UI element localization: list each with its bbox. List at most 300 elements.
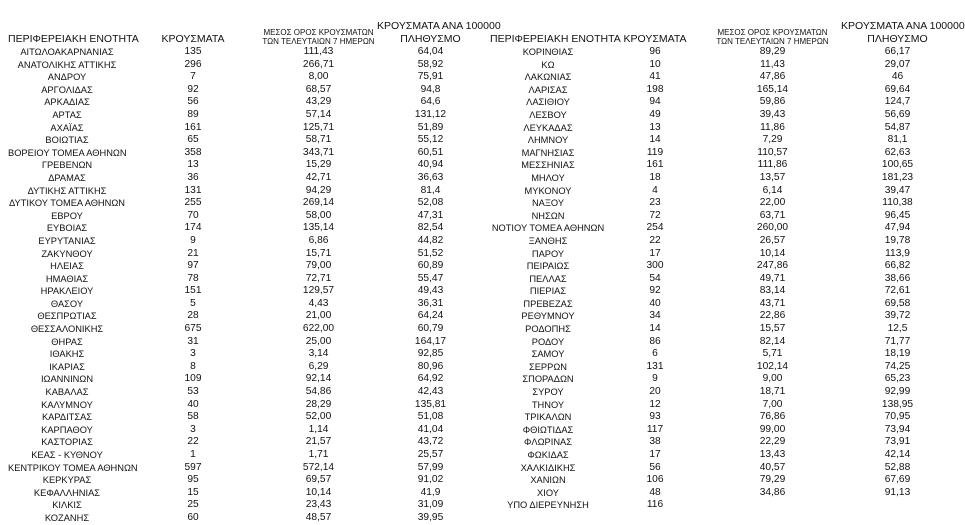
table-row (8, 172, 486, 185)
region-cell: ΚΑΛΥΜΝΟΥ (41, 399, 93, 410)
avg-cell: 79,29 (759, 474, 786, 486)
per100k-cell: 71,77 (884, 335, 911, 347)
region-cell: ΚΑΡΔΙΤΣΑΣ (41, 412, 93, 423)
per100k-cell: 91,02 (417, 474, 444, 486)
table-row (8, 273, 486, 286)
per100k-cell: 38,66 (884, 272, 911, 284)
per100k-cell: 70,95 (884, 411, 911, 423)
table-row (8, 59, 486, 72)
per100k-cell: 40,94 (417, 159, 444, 171)
per100k-cell: 64,04 (417, 46, 444, 57)
cases-cell: 93 (649, 411, 661, 423)
header-region: ΠΕΡΙΦΕΡΕΙΑΚΗ ΕΝΟΤΗΤΑ (8, 33, 139, 45)
avg-cell: 48,57 (305, 511, 332, 523)
cases-cell: 38 (649, 436, 661, 448)
cases-cell: 254 (646, 222, 664, 234)
region-cell: ΝΗΣΩΝ (531, 210, 565, 221)
cases-cell: 12 (649, 398, 661, 410)
region-cell: ΒΟΡΕΙΟΥ ΤΟΜΕΑ ΑΘΗΝΩΝ (8, 147, 127, 158)
region-cell: ΕΥΡΥΤΑΝΙΑΣ (38, 235, 96, 246)
per100k-cell: 25,57 (417, 449, 444, 460)
avg-cell: 28,29 (305, 398, 332, 410)
region-cell: ΝΑΞΟΥ (531, 198, 565, 209)
table-row (490, 310, 956, 323)
region-cell: ΚΕΦΑΛΛΗΝΙΑΣ (33, 487, 101, 498)
cases-cell: 151 (184, 285, 202, 297)
avg-cell: 11,43 (760, 58, 785, 70)
avg-cell: 572,14 (302, 461, 335, 473)
region-cell: ΣΑΜΟΥ (531, 349, 565, 360)
region-cell: ΓΡΕΒΕΝΩΝ (41, 160, 93, 171)
region-cell: ΙΚΑΡΙΑΣ (49, 361, 85, 372)
table-row (490, 260, 956, 273)
table-row (490, 462, 956, 475)
avg-cell: 1,71 (308, 449, 329, 460)
cases-cell: 116 (646, 499, 664, 511)
per100k-cell: 60,79 (417, 323, 444, 335)
cases-cell: 65 (187, 134, 199, 146)
table-row (8, 512, 486, 525)
avg-cell: 42,71 (305, 171, 332, 183)
region-cell: ΘΕΣΠΡΩΤΙΑΣ (37, 311, 97, 322)
table-left (8, 16, 501, 525)
avg-cell: 72,71 (305, 272, 332, 284)
region-cell: ΡΟΔΟΠΗΣ (525, 324, 571, 335)
per100k-cell: 138,95 (881, 398, 914, 410)
table-row (490, 386, 956, 399)
table-row (8, 109, 486, 122)
region-cell: ΚΑΒΑΛΑΣ (45, 387, 89, 398)
per100k-cell: 96,45 (884, 209, 911, 221)
avg-cell: 47,86 (759, 71, 786, 83)
header-avg-line1: ΜΕΣΟΣ ΟΡΟΣ ΚΡΟΥΣΜΑΤΩΝ (263, 28, 374, 37)
per100k-cell: 64,92 (417, 373, 444, 385)
region-cell: ΘΑΣΟΥ (50, 298, 84, 309)
region-cell: ΕΥΒΟΙΑΣ (46, 223, 88, 234)
table-row (8, 147, 486, 160)
per100k-cell: 51,08 (417, 411, 444, 423)
cases-cell: 109 (184, 373, 202, 385)
region-cell: ΑΡΓΟΛΙΔΑΣ (41, 84, 93, 95)
avg-cell: 129,57 (302, 285, 335, 297)
region-cell: ΑΙΤΩΛΟΑΚΑΡΝΑΝΙΑΣ (20, 47, 114, 57)
table-header (8, 16, 501, 46)
per100k-cell: 64,24 (417, 310, 444, 322)
per100k-cell: 131,12 (414, 108, 447, 120)
cases-cell: 72 (649, 209, 661, 221)
table-row (8, 487, 486, 500)
avg-cell: 11,86 (760, 121, 785, 133)
table-row (8, 361, 486, 374)
cases-cell: 20 (649, 386, 661, 398)
region-cell: ΚΕΡΚΥΡΑΣ (42, 475, 92, 486)
per100k-cell: 135,81 (414, 398, 447, 410)
avg-cell: 99,00 (759, 423, 786, 435)
cases-cell: 31 (187, 335, 199, 347)
header-per100k-line2: ΠΛΗΘΥΣΜΟ (867, 33, 928, 45)
per100k-cell: 57,99 (417, 461, 444, 473)
avg-cell: 1,14 (308, 423, 329, 435)
per100k-cell: 164,17 (414, 335, 447, 347)
header-avg (260, 28, 377, 46)
region-cell: ΙΩΑΝΝΙΝΩΝ (40, 374, 94, 385)
cases-cell: 17 (649, 449, 661, 460)
avg-cell: 22,86 (759, 310, 786, 322)
cases-cell: 96 (649, 46, 661, 57)
region-cell: ΠΕΛΛΑΣ (529, 273, 567, 284)
cases-cell: 54 (649, 272, 661, 284)
avg-cell: 23,43 (305, 499, 332, 511)
region-cell: ΑΡΚΑΔΙΑΣ (44, 97, 90, 108)
per100k-cell: 36,31 (417, 297, 444, 309)
per100k-cell: 92,99 (884, 386, 911, 398)
avg-cell: 7,29 (762, 134, 783, 146)
per100k-cell: 52,88 (884, 461, 911, 473)
per100k-cell: 31,09 (417, 499, 444, 511)
cases-cell: 92 (187, 83, 199, 95)
table-row (8, 348, 486, 361)
per100k-cell: 41,04 (417, 423, 444, 435)
region-cell: ΥΠΟ ΔΙΕΡΕΥΝΗΣΗ (507, 500, 589, 511)
table-row (8, 235, 486, 248)
cases-cell: 86 (649, 335, 661, 347)
cases-cell: 58 (187, 411, 199, 423)
region-cell: ΚΟΖΑΝΗΣ (44, 512, 90, 523)
region-cell: ΜΗΛΟΥ (531, 172, 565, 183)
region-cell: ΚΩ (541, 59, 555, 70)
table-row (490, 474, 956, 487)
table-row (490, 210, 956, 223)
avg-cell: 39,43 (759, 108, 786, 120)
per100k-cell: 12,5 (887, 323, 908, 335)
header-avg-line2: ΤΩΝ ΤΕΛΕΥΤΑΙΩΝ 7 ΗΜΕΡΩΝ (262, 37, 375, 46)
region-cell: ΦΩΚΙΔΑΣ (527, 450, 569, 460)
region-cell: ΣΥΡΟΥ (532, 387, 564, 398)
avg-cell: 43,71 (759, 297, 786, 309)
cases-cell: 117 (646, 423, 664, 435)
avg-cell: 49,71 (759, 272, 786, 284)
table-row (490, 159, 956, 172)
cases-cell: 48 (649, 486, 661, 498)
avg-cell: 15,57 (759, 323, 786, 335)
avg-cell: 58,71 (305, 134, 332, 146)
cases-cell: 8 (190, 360, 196, 372)
avg-cell: 165,14 (756, 83, 789, 95)
cases-cell: 40 (187, 398, 199, 410)
region-cell: ΚΙΛΚΙΣ (52, 500, 82, 511)
table-row (8, 134, 486, 147)
per100k-cell: 94,8 (420, 83, 441, 95)
header-region: ΠΕΡΙΦΕΡΕΙΑΚΗ ΕΝΟΤΗΤΑ (490, 33, 621, 45)
table-row (8, 386, 486, 399)
avg-cell: 58,00 (305, 209, 332, 221)
table-row (490, 487, 956, 500)
cases-cell: 13 (649, 121, 661, 133)
cases-cell: 22 (187, 436, 199, 448)
header-avg-line2: ΤΩΝ ΤΕΛΕΥΤΑΙΩΝ 7 ΗΜΕΡΩΝ (716, 37, 829, 46)
table-row (8, 159, 486, 172)
table-row (8, 462, 486, 475)
region-cell: ΘΗΡΑΣ (51, 336, 83, 347)
cases-cell: 89 (187, 108, 199, 120)
per100k-cell: 81,4 (420, 184, 441, 196)
per100k-cell: 47,94 (884, 222, 911, 234)
cases-cell: 28 (187, 310, 199, 322)
region-cell: ΚΕΑΣ - ΚΥΘΝΟΥ (31, 450, 103, 460)
cases-cell: 119 (646, 146, 664, 158)
per100k-cell: 56,69 (884, 108, 911, 120)
region-cell: ΝΟΤΙΟΥ ΤΟΜΕΑ ΑΘΗΝΩΝ (491, 223, 605, 234)
region-cell: ΜΑΓΝΗΣΙΑΣ (521, 147, 575, 158)
per100k-cell: 51,52 (417, 247, 444, 259)
per100k-cell: 92,85 (417, 348, 444, 360)
cases-cell: 5 (190, 297, 196, 309)
table-row (490, 197, 956, 210)
table-row (8, 399, 486, 412)
table-row (8, 373, 486, 386)
cases-cell: 15 (187, 486, 199, 498)
cases-cell: 95 (187, 474, 199, 486)
avg-cell: 68,57 (305, 83, 332, 95)
table-row (8, 84, 486, 97)
per100k-cell: 43,72 (417, 436, 444, 448)
table-row (490, 373, 956, 386)
per100k-cell: 55,12 (417, 134, 444, 146)
cases-cell: 18 (649, 171, 661, 183)
per100k-cell: 51,89 (417, 121, 444, 133)
cases-cell: 4 (652, 184, 658, 196)
per100k-cell: 47,31 (417, 209, 444, 221)
table-row (490, 185, 956, 198)
avg-cell: 622,00 (302, 323, 335, 335)
cases-cell: 9 (652, 373, 658, 385)
avg-cell: 111,86 (757, 159, 788, 171)
cases-cell: 3 (190, 423, 196, 435)
cases-cell: 34 (649, 310, 661, 322)
avg-cell: 3,14 (308, 348, 329, 360)
table-row (490, 399, 956, 412)
cases-cell: 135 (184, 46, 202, 57)
region-cell: ΧΑΝΙΩΝ (530, 475, 566, 486)
avg-cell: 82,14 (759, 335, 786, 347)
avg-cell: 260,00 (756, 222, 789, 234)
per100k-cell: 42,14 (884, 449, 911, 460)
per100k-cell: 58,92 (417, 58, 444, 70)
header-per100k (841, 20, 965, 46)
per100k-cell: 69,64 (884, 83, 911, 95)
avg-cell: 52,00 (305, 411, 332, 423)
region-cell: ΔΡΑΜΑΣ (48, 172, 86, 183)
avg-cell: 59,86 (759, 96, 786, 108)
avg-cell: 13,43 (759, 449, 786, 460)
region-cell: ΗΡΑΚΛΕΙΟΥ (40, 286, 94, 297)
avg-cell: 102,14 (756, 360, 789, 372)
cases-cell: 198 (646, 83, 664, 95)
per100k-cell: 64,6 (420, 96, 441, 108)
table-row (8, 298, 486, 311)
region-cell: ΠΡΕΒΕΖΑΣ (523, 298, 573, 309)
region-cell: ΕΒΡΟΥ (51, 210, 83, 221)
region-cell: ΗΛΕΙΑΣ (50, 261, 84, 272)
region-cell: ΛΕΥΚΑΔΑΣ (523, 122, 573, 133)
avg-cell: 7,00 (762, 398, 783, 410)
per100k-cell: 74,25 (884, 360, 911, 372)
avg-cell: 21,00 (305, 310, 332, 322)
region-cell: ΦΛΩΡΙΝΑΣ (523, 437, 573, 448)
header-per100k-line1: ΚΡΟΥΣΜΑΤΑ ΑΝΑ 100000 (841, 20, 965, 32)
table-row (8, 411, 486, 424)
region-cell: ΠΙΕΡΙΑΣ (529, 286, 567, 297)
cases-cell: 131 (646, 360, 664, 372)
region-cell: ΖΑΚΥΝΘΟΥ (41, 248, 93, 259)
cases-cell: 41 (649, 71, 661, 83)
avg-cell: 57,14 (305, 108, 332, 120)
header-per100k (377, 20, 501, 46)
avg-cell: 9,00 (762, 373, 783, 385)
region-cell: ΣΕΡΡΩΝ (528, 361, 567, 372)
per100k-cell: 62,63 (884, 146, 911, 158)
table-row (490, 46, 956, 59)
per100k-cell: 49,43 (417, 285, 444, 297)
cases-cell: 22 (649, 234, 661, 246)
table-row (8, 310, 486, 323)
avg-cell: 34,86 (759, 486, 786, 498)
table-right (490, 16, 965, 512)
region-cell: ΦΘΙΩΤΙΔΑΣ (522, 424, 574, 435)
region-cell: ΙΘΑΚΗΣ (49, 349, 85, 360)
avg-cell: 69,57 (305, 474, 332, 486)
per100k-cell: 41,9 (420, 486, 441, 498)
cases-cell: 36 (187, 171, 199, 183)
per100k-cell: 39,95 (417, 511, 444, 523)
avg-cell: 5,71 (762, 348, 783, 360)
table-row (490, 499, 956, 512)
region-cell: ΔΥΤΙΚΗΣ ΑΤΤΙΚΗΣ (27, 185, 107, 196)
per100k-cell: 181,23 (881, 171, 914, 183)
avg-cell: 6,86 (308, 234, 329, 246)
region-cell: ΣΠΟΡΑΔΩΝ (522, 374, 574, 385)
table-row (8, 260, 486, 273)
avg-cell: 6,14 (762, 184, 783, 196)
cases-cell: 97 (187, 260, 199, 272)
per100k-cell: 42,43 (417, 386, 444, 398)
table-row (490, 134, 956, 147)
region-cell: ΜΥΚΟΝΟΥ (524, 185, 572, 196)
region-cell: ΛΑΚΩΝΙΑΣ (524, 72, 572, 83)
table-row (8, 449, 486, 462)
table-row (8, 424, 486, 437)
table-row (490, 298, 956, 311)
region-cell: ΘΕΣΣΑΛΟΝΙΚΗΣ (30, 324, 104, 335)
region-cell: ΛΕΣΒΟΥ (529, 109, 567, 120)
region-cell: ΑΝΑΤΟΛΙΚΗΣ ΑΤΤΙΚΗΣ (17, 59, 117, 70)
avg-cell: 79,00 (305, 260, 332, 272)
avg-cell: 63,71 (759, 209, 786, 221)
region-cell: ΚΟΡΙΝΘΙΑΣ (522, 47, 574, 57)
table-row (490, 59, 956, 72)
cases-cell: 60 (187, 511, 199, 523)
table-row (8, 248, 486, 261)
table-row (8, 96, 486, 109)
per100k-cell: 72,61 (884, 285, 911, 297)
table-row (490, 147, 956, 160)
avg-cell: 6,29 (308, 360, 329, 372)
per100k-cell: 110,38 (882, 197, 913, 209)
per100k-cell: 91,13 (884, 486, 911, 498)
cases-cell: 3 (190, 348, 196, 360)
avg-cell: 26,57 (759, 234, 786, 246)
region-cell: ΡΕΘΥΜΝΟΥ (521, 311, 575, 322)
per100k-cell: 67,69 (884, 474, 911, 486)
table-row (490, 122, 956, 135)
per100k-cell: 60,89 (417, 260, 444, 272)
per100k-cell: 82,54 (417, 222, 444, 234)
table-row (490, 336, 956, 349)
cases-cell: 675 (184, 323, 202, 335)
cases-cell: 23 (649, 197, 661, 209)
avg-cell: 125,71 (302, 121, 335, 133)
cases-cell: 10 (649, 58, 661, 70)
table-row (490, 424, 956, 437)
avg-cell: 343,71 (302, 146, 335, 158)
cases-cell: 1 (190, 449, 196, 460)
per100k-cell: 73,91 (884, 436, 911, 448)
per100k-cell: 44,82 (417, 234, 444, 246)
cases-cell: 17 (649, 247, 661, 259)
cases-cell: 56 (187, 96, 199, 108)
cases-cell: 174 (184, 222, 202, 234)
header-avg-line1: ΜΕΣΟΣ ΟΡΟΣ ΚΡΟΥΣΜΑΤΩΝ (717, 28, 828, 37)
table-row (8, 222, 486, 235)
avg-cell: 89,29 (759, 46, 786, 57)
table-row (8, 210, 486, 223)
per100k-cell: 52,08 (417, 197, 444, 209)
avg-cell: 15,71 (305, 247, 332, 259)
header-cases: ΚΡΟΥΣΜΑΤΑ (623, 33, 687, 45)
avg-cell: 8,00 (308, 71, 329, 83)
region-cell: ΑΡΤΑΣ (52, 109, 82, 120)
header-per100k-line2: ΠΛΗΘΥΣΜΟ (400, 33, 461, 45)
per100k-cell: 60,51 (417, 146, 444, 158)
table-row (490, 411, 956, 424)
avg-cell: 135,14 (302, 222, 335, 234)
table-row (490, 84, 956, 97)
table-row (8, 499, 486, 512)
avg-cell: 21,57 (305, 436, 332, 448)
table-row (490, 71, 956, 84)
avg-cell: 10,14 (759, 247, 786, 259)
cases-cell: 9 (190, 234, 196, 246)
region-cell: ΞΑΝΘΗΣ (528, 235, 568, 246)
per100k-cell: 39,72 (884, 310, 911, 322)
avg-cell: 18,71 (759, 386, 786, 398)
rows-right (490, 46, 956, 512)
table-row (490, 361, 956, 374)
header-avg (704, 28, 841, 46)
region-cell: ΜΕΣΣΗΝΙΑΣ (521, 160, 575, 171)
per100k-cell: 55,47 (417, 272, 444, 284)
per100k-cell: 66,82 (884, 260, 911, 272)
cases-cell: 161 (646, 159, 664, 171)
region-cell: ΚΑΡΠΑΘΟΥ (41, 424, 93, 435)
per100k-cell: 65,23 (884, 373, 911, 385)
per100k-cell: 75,91 (417, 71, 444, 83)
cases-cell: 13 (187, 159, 199, 171)
table-header (490, 16, 965, 46)
cases-cell: 161 (184, 121, 202, 133)
avg-cell: 269,14 (302, 197, 335, 209)
avg-cell: 4,43 (308, 297, 329, 309)
